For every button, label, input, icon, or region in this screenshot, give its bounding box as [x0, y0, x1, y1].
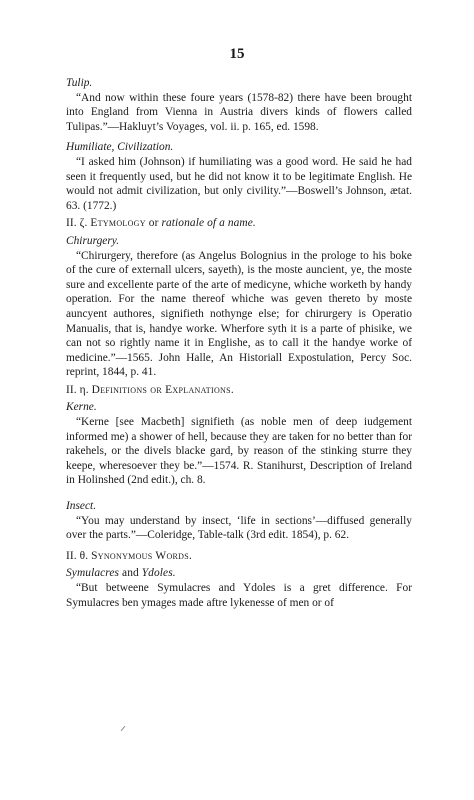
section-numeral: II. ζ. [66, 217, 88, 230]
section-rest: rationale of a name. [161, 217, 256, 230]
stray-pen-mark [121, 726, 126, 731]
entry-heading-insect: Insect. [66, 500, 97, 513]
entry-heading-tulip: Tulip. [66, 77, 93, 89]
entry-heading-chirurgery: Chirurgery. [66, 234, 120, 247]
section-label: Etymology [90, 217, 146, 230]
heading-term-a: Symulacres [66, 567, 120, 580]
entry-quote-symulacres: “But betweene Symulacres and Ydoles is a gret difference. For Symulacres ben ymages made aftre lykenesse of men or of [66, 582, 412, 609]
entry-heading-symulacres [66, 566, 412, 581]
section-numeral: II. η. [66, 383, 89, 396]
entry-quote-humiliate: “I asked him (Johnson) if humiliating was a good word. He said he had seen it frequently used, but he did not know it to be legitimate English. He would not admit civilization, but only civility.”—Boswell’s Johnson, ætat. 63. (1772.) [66, 155, 412, 212]
section-heading-theta [66, 549, 412, 564]
page-content [66, 76, 412, 610]
section-heading-eta [66, 383, 412, 398]
entry-quote-insect: “You may understand by insect, ‘life in sections’—diffused generally over the parts.”—Coleridge, Table-talk (3rd edit. 1854), p. 62. [66, 514, 412, 542]
section-connector: or [148, 217, 159, 230]
entry-heading-humiliate: Humiliate, Civilization. [66, 141, 174, 154]
section-heading-zeta [66, 216, 412, 231]
entry-quote-tulip: “And now within these foure years (1578-82) there have been brought into England from Vienna in Austria divers kinds of flowers called Tulipas.”—Hakluyt’s Voyages, vol. ii. p. 165, ed. 1598. [66, 91, 412, 133]
section-label: Definitions or Explanations. [91, 383, 234, 396]
entry-quote-kerne: “Kerne [see Macbeth] signifieth (as noble men of deep iudgement informed me) a shower of hell, because they are taken for no better than for rakehels, or the divels blacke gard, by reason of the stinking sturre they keepe, wheresoever they be.”—1574. R. Stanihurst, Description of Ireland in Holinshed (2nd edit.), ch. 8. [66, 416, 412, 487]
section-label: Synonymous Words. [91, 549, 193, 562]
section-numeral: II. θ. [66, 549, 89, 562]
entry-heading-kerne: Kerne. [66, 401, 97, 414]
page-number: 15 [229, 46, 245, 62]
heading-term-b: Ydoles. [141, 567, 176, 580]
entry-quote-chirurgery: “Chirurgery, therefore (as Angelus Bolognius in the prologe to his boke of the cure of externall ulcers, sayeth), is the moste auncient, ye, the moste sure and excellente parte of the arte of medicyne, whiche worketh by handy operation. For the name thereof whiche was geven thereto by moste auncyent authores, signifieth nothynge else; for chirurgery is Operatio Manualis, that is, handye worke. Wherfore syth it is a parte of phisike, we can not so rightly name it in Englishe, as to call it the handye worke of medicine.”—1565. John Halle, An Historiall Expostulation, Percy Soc. reprint, 1844, p. 41. [66, 249, 412, 379]
heading-and: and [122, 567, 139, 580]
